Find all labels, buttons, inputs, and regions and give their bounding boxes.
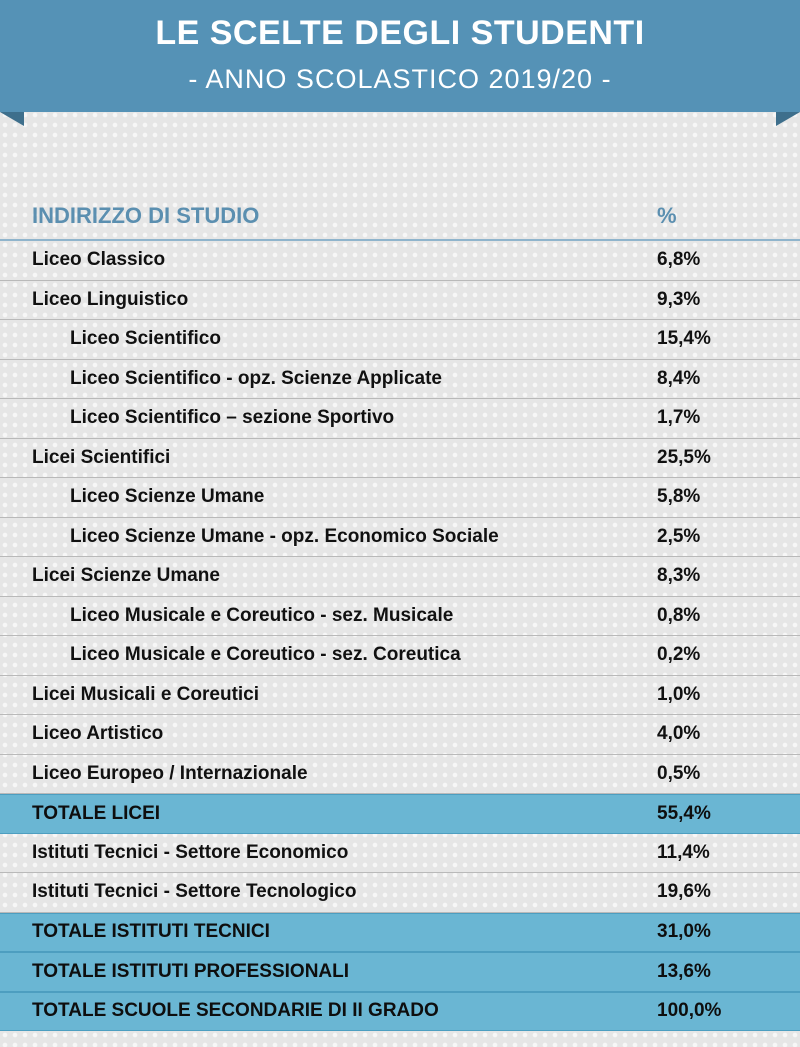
study-choices-table [0,197,800,1031]
row-label: Liceo Artistico [32,723,164,745]
table-header [0,197,800,241]
row-label: Licei Musicali e Coreutici [32,683,260,705]
row-value: 4,0% [657,723,701,745]
table-row [0,518,800,558]
row-value: 25,5% [657,446,711,468]
row-value: 1,0% [657,683,701,705]
row-value: 6,8% [657,249,701,271]
row-value: 0,2% [657,644,701,666]
row-label: TOTALE ISTITUTI PROFESSIONALI [32,960,350,982]
row-value: 8,4% [657,367,701,389]
total-row [0,952,800,992]
table-row [0,755,800,795]
table-row [0,597,800,637]
total-row [0,913,800,953]
row-value: 13,6% [657,960,711,982]
row-value: 9,3% [657,288,701,310]
row-label: TOTALE ISTITUTI TECNICI [32,921,270,943]
column-header-course: INDIRIZZO DI STUDIO [32,203,260,228]
row-label: Liceo Scientifico - opz. Scienze Applicate [70,367,442,389]
row-label: Istituti Tecnici - Settore Tecnologico [32,881,357,903]
table-row [0,715,800,755]
column-header-percent: % [657,203,677,228]
row-value: 19,6% [657,881,711,903]
header-ribbon [0,0,800,128]
row-label: Liceo Linguistico [32,288,189,310]
page-subtitle: - ANNO SCOLASTICO 2019/20 - [188,64,612,94]
row-value: 11,4% [657,841,710,863]
row-value: 0,5% [657,762,701,784]
row-label: Liceo Scientifico [70,328,221,350]
table-row [0,439,800,479]
row-label: Liceo Musicale e Coreutico - sez. Coreutica [70,644,461,666]
table-row [0,320,800,360]
row-label: Liceo Classico [32,249,166,271]
row-value: 100,0% [657,1000,722,1022]
row-value: 31,0% [657,921,711,943]
total-row [0,992,800,1032]
table-row [0,557,800,597]
table-row [0,478,800,518]
ribbon-fold-left [0,112,24,126]
table-row [0,873,800,913]
row-label: Liceo Musicale e Coreutico - sez. Musicale [70,604,454,626]
total-row [0,794,800,834]
page-title: LE SCELTE DEGLI STUDENTI [155,14,645,52]
row-value: 2,5% [657,525,701,547]
row-label: TOTALE LICEI [32,802,161,824]
table-row [0,636,800,676]
row-label: Licei Scienze Umane [32,565,220,587]
row-value: 0,8% [657,604,701,626]
ribbon-fold-right [776,112,800,126]
row-label: Istituti Tecnici - Settore Economico [32,841,349,863]
table-row [0,834,800,874]
table-row [0,241,800,281]
table-row [0,676,800,716]
row-label: Liceo Europeo / Internazionale [32,762,308,784]
table-row [0,360,800,400]
row-value: 5,8% [657,486,701,508]
row-label: TOTALE SCUOLE SECONDARIE DI II GRADO [32,1000,439,1022]
row-label: Licei Scientifici [32,446,171,468]
row-value: 8,3% [657,565,701,587]
row-label: Liceo Scientifico – sezione Sportivo [70,407,395,429]
row-value: 1,7% [657,407,701,429]
row-label: Liceo Scienze Umane - opz. Economico Sociale [70,525,499,547]
table-row [0,281,800,321]
table-row [0,399,800,439]
row-value: 15,4% [657,328,711,350]
row-value: 55,4% [657,802,711,824]
row-label: Liceo Scienze Umane [70,486,265,508]
